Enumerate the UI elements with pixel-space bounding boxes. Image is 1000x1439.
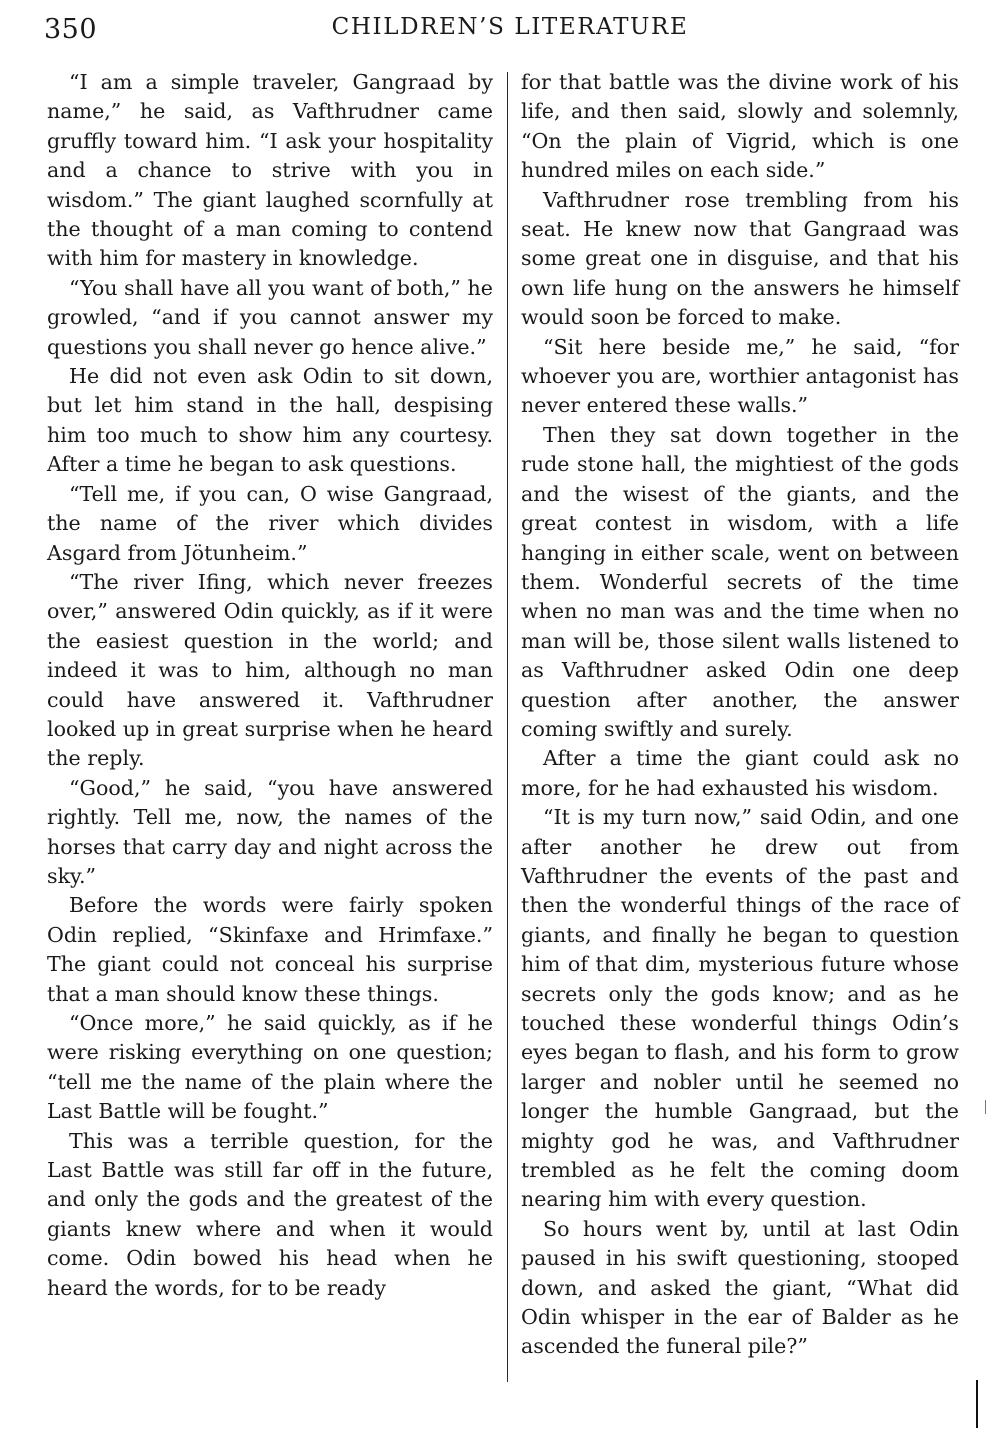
paragraph: “Sit here beside me,” he said, “for whoever you are, worthier antagonist has never entered these walls.”	[521, 334, 959, 418]
page-number: 350	[44, 14, 98, 45]
page-edge-mark	[976, 1380, 978, 1428]
column-divider	[507, 72, 508, 1382]
page-edge-speck	[985, 1100, 986, 1114]
paragraph: Before the words were fairly spoken Odin replied, “Skinfaxe and Hrimfaxe.” The giant could not conceal his surprise that a man should know these things.	[47, 893, 493, 1006]
paragraph: “Once more,” he said quickly, as if he were risking everything on one question; “tell me the name of the plain where the Last Battle will be fought.”	[47, 1011, 493, 1124]
paragraph: “Tell me, if you can, O wise Gangraad, the name of the river which divides Asgard from Jötunheim.”	[47, 481, 493, 565]
running-title: CHILDREN’S LITERATURE	[331, 14, 689, 40]
paragraph: “It is my turn now,” said Odin, and one after another he drew out from Vafthrudner the events of the past and then the wonderful things of the race of giants, and finally he began to question him of that dim, mysterious future whose secrets only the gods know; and as he touched these wonderful things Odin’s eyes began to flash, and his form to grow larger and nobler until he seemed no longer the humble Gangraad, but the mighty god he was, and Vafthrudner trembled as he felt the coming doom nearing him with every question.	[521, 805, 959, 1212]
paragraph: He did not even ask Odin to sit down, but let him stand in the hall, despising him too much to show him any courtesy. After a time he began to ask questions.	[47, 364, 493, 477]
paragraph: After a time the giant could ask no more, for he had exhausted his wisdom.	[521, 746, 959, 800]
paragraph: “The river Ifing, which never freezes over,” answered Odin quickly, as if it were the easiest question in the world; and indeed it was to him, although no man could have answered it. Vafthrudner looked up in great surprise when he heard the reply.	[47, 569, 493, 771]
paragraph: This was a terrible question, for the Last Battle was still far off in the future, and only the gods and the greatest of the giants knew where and when it would come. Odin bowed his head when he heard the words, for to be ready	[47, 1128, 493, 1300]
paragraph: “Good,” he said, “you have answered rightly. Tell me, now, the names of the horses that carry day and night across the sky.”	[47, 775, 493, 888]
paragraph: So hours went by, until at last Odin paused in his swift questioning, stooped down, and asked the giant, “What did Odin whisper in the ear of Balder as he ascended the funeral pile?”	[521, 1216, 959, 1359]
paragraph: “I am a simple traveler, Gangraad by name,” he said, as Vafthrudner came gruffly toward him. “I ask your hospitality and a chance to strive with you in wisdom.” The giant laughed scornfully at the thought of a man coming to contend with him for mastery in knowledge.	[47, 70, 493, 271]
paragraph: Then they sat down together in the rude stone hall, the mightiest of the gods and the wisest of the giants, and the great contest in wisdom, with a life hanging in either scale, went on between them. Wonderful secrets of the time when no man was and the time when no man will be, those silent walls listened to as Vafthrudner asked Odin one deep question after another, the answer coming swiftly and surely.	[521, 422, 959, 741]
right-column	[521, 68, 959, 1362]
paragraph: “You shall have all you want of both,” he growled, “and if you cannot answer my questions you shall never go hence alive.”	[47, 275, 493, 359]
paragraph: Vafthrudner rose trembling from his seat. He knew now that Gangraad was some great one in disguise, and that his own life hung on the answers he himself would soon be forced to make.	[521, 187, 959, 330]
left-column	[47, 68, 493, 1303]
paragraph: for that battle was the divine work of his life, and then said, slowly and solemnly, “On the plain of Vigrid, which is one hundred miles on each side.”	[521, 70, 959, 183]
